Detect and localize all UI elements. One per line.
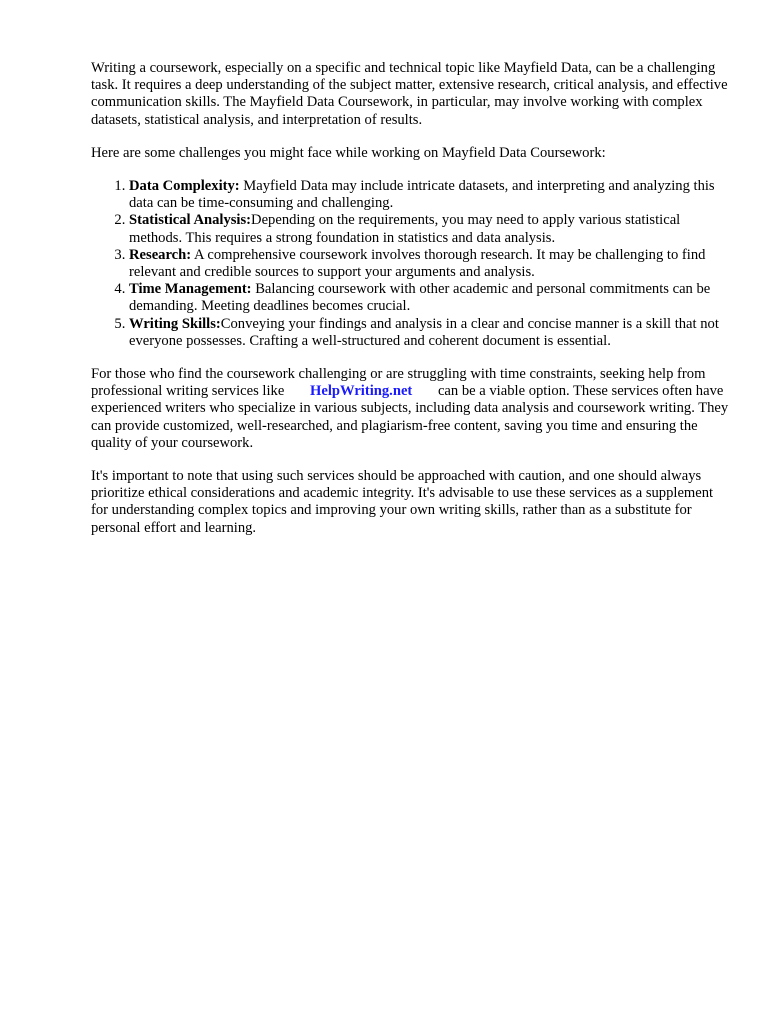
challenges-intro: Here are some challenges you might face while working on Mayfield Data Coursework: xyxy=(91,144,606,161)
closing-paragraph: It's important to note that using such services should be approached with caution, and one should always prioritize ethical considerations and academic integrity. It's advisable to use these services as a supplement for understanding complex topics and improving your own writing skills, rather than as a substitute for personal effort and learning. xyxy=(91,468,714,536)
document-page xyxy=(91,60,731,553)
challenge-term: Research: xyxy=(129,246,192,263)
challenge-term: Statistical Analysis: xyxy=(129,212,252,229)
challenge-text: Conveying your findings and analysis in a clear and concise manner is a skill that not everyone possesses. Crafting a well-structured and coherent document is essential. xyxy=(129,315,719,349)
list-item xyxy=(129,247,731,281)
challenge-term: Time Management: xyxy=(129,281,252,298)
challenges-list xyxy=(91,178,731,350)
list-item xyxy=(129,316,731,350)
list-item xyxy=(129,212,731,246)
help-paragraph xyxy=(91,366,731,452)
help-text-after: can be a viable option. These services often have experienced writers who specialize in various subjects, including data analysis and coursework writing. They can provide customized, well-researched, and plagiarism-free content, saving you time and ensuring the quality of your coursework. xyxy=(91,383,729,451)
list-item xyxy=(129,178,731,212)
challenge-text: Mayfield Data may include intricate datasets, and interpreting and analyzing this data can be time-consuming and challenging. xyxy=(129,178,715,212)
list-item xyxy=(129,281,731,315)
help-text-before: For those who find the coursework challenging or are struggling with time constraints, seeking help from professional writing services like xyxy=(91,366,706,400)
helpwriting-link[interactable]: HelpWriting.net xyxy=(309,383,413,400)
challenge-text: Depending on the requirements, you may need to apply various statistical methods. This requires a strong foundation in statistics and data analysis. xyxy=(129,212,681,246)
challenge-term: Data Complexity: xyxy=(129,178,240,195)
challenge-text: Balancing coursework with other academic and personal commitments can be demanding. Meeting deadlines becomes crucial. xyxy=(129,281,711,315)
challenge-term: Writing Skills: xyxy=(129,315,221,332)
challenge-text: A comprehensive coursework involves thorough research. It may be challenging to find relevant and credible sources to support your arguments and analysis. xyxy=(129,246,706,281)
intro-paragraph: Writing a coursework, especially on a specific and technical topic like Mayfield Data, can be a challenging task. It requires a deep understanding of the subject matter, extensive research, critical analysis, and effective communication skills. The Mayfield Data Coursework, in particular, may involve working with complex datasets, statistical analysis, and interpretation of results. xyxy=(91,60,728,128)
